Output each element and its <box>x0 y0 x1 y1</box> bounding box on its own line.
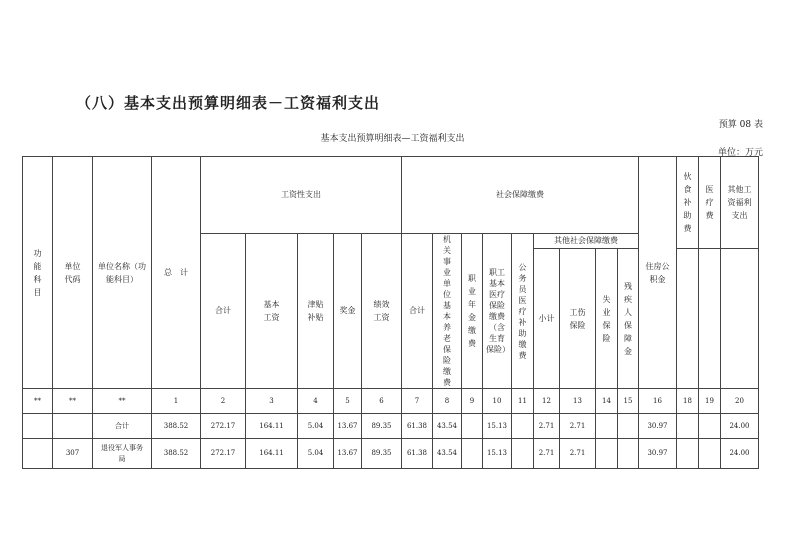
header-total: 总 计 <box>152 157 201 389</box>
header-other-social-group: 其他社会保障缴费 <box>534 234 639 249</box>
table-cell: 30.97 <box>639 414 677 439</box>
table-cell: 合计 <box>93 414 152 439</box>
table-cell: 164.11 <box>246 439 298 469</box>
table-cell: 30.97 <box>639 439 677 469</box>
index-cell: 12 <box>534 389 560 414</box>
table-cell: 43.54 <box>433 439 462 469</box>
table-cell <box>462 414 483 439</box>
header-func-subject: 功能科目 <box>23 157 53 389</box>
table-cell: 15.13 <box>483 414 512 439</box>
index-cell: 10 <box>483 389 512 414</box>
header-basic-wage: 基本工资 <box>246 234 298 389</box>
header-bonus: 奖金 <box>334 234 362 389</box>
table-cell <box>677 414 699 439</box>
table-cell: 退役军人事务局 <box>93 439 152 469</box>
header-housing-fund: 住房公积金 <box>639 157 677 389</box>
index-cell: 11 <box>512 389 534 414</box>
index-cell: 18 <box>677 389 699 414</box>
table-cell: 388.52 <box>152 439 201 469</box>
index-cell: 2 <box>201 389 246 414</box>
table-cell: 89.35 <box>362 414 402 439</box>
table-cell: 13.67 <box>334 439 362 469</box>
table-cell: 2.71 <box>534 439 560 469</box>
table-cell: 43.54 <box>433 414 462 439</box>
table-cell: 61.38 <box>402 439 433 469</box>
table-row-total <box>23 414 759 439</box>
header-medical: 职工基本医疗保险缴费（含生育保险） <box>483 234 512 389</box>
header-other-welfare: 其他工资福利支出 <box>721 157 759 249</box>
index-cell: ** <box>93 389 152 414</box>
table-cell <box>596 414 618 439</box>
table-cell: 61.38 <box>402 414 433 439</box>
unit-label: 单位：万元 <box>717 148 763 158</box>
index-cell: 7 <box>402 389 433 414</box>
header-blank <box>699 249 721 389</box>
header-wage-group: 工资性支出 <box>201 157 402 234</box>
table-row-unit <box>23 439 759 469</box>
header-pension: 机关事业单位基本养老保险缴费 <box>433 234 462 389</box>
table-cell <box>462 439 483 469</box>
salary-welfare-table <box>22 156 759 469</box>
table-cell <box>596 439 618 469</box>
index-cell: 19 <box>699 389 721 414</box>
header-annuity: 职业年金缴费 <box>462 234 483 389</box>
table-cell: 5.04 <box>298 414 334 439</box>
table-cell: 388.52 <box>152 414 201 439</box>
header-unemployment: 失业保险 <box>596 249 618 389</box>
header-social-total: 合计 <box>402 234 433 389</box>
index-cell: 1 <box>152 389 201 414</box>
page-heading: （八）基本支出预算明细表－工资福利支出 <box>76 94 381 112</box>
header-civil-medical: 公务员医疗补助缴费 <box>512 234 534 389</box>
table-cell <box>512 414 534 439</box>
header-disability: 残疾人保障金 <box>618 249 639 389</box>
table-cell: 2.71 <box>560 414 596 439</box>
table-cell <box>23 439 53 469</box>
table-cell: 2.71 <box>534 414 560 439</box>
index-cell: ** <box>53 389 93 414</box>
index-cell: 14 <box>596 389 618 414</box>
header-other-subtotal: 小计 <box>534 249 560 389</box>
index-cell: ** <box>23 389 53 414</box>
table-cell: 24.00 <box>721 439 759 469</box>
table-cell <box>618 414 639 439</box>
table-cell <box>512 439 534 469</box>
index-cell: 16 <box>639 389 677 414</box>
index-cell: 15 <box>618 389 639 414</box>
table-cell <box>53 414 93 439</box>
table-cell: 89.35 <box>362 439 402 469</box>
table-cell: 13.67 <box>334 414 362 439</box>
table-cell <box>618 439 639 469</box>
table-cell: 307 <box>53 439 93 469</box>
table-cell <box>677 439 699 469</box>
header-work-injury: 工伤保险 <box>560 249 596 389</box>
index-cell: 20 <box>721 389 759 414</box>
header-wage-total: 合计 <box>201 234 246 389</box>
header-medical-fee: 医疗费 <box>699 157 721 249</box>
table-cell <box>699 439 721 469</box>
table-cell: 15.13 <box>483 439 512 469</box>
index-cell: 3 <box>246 389 298 414</box>
table-cell: 2.71 <box>560 439 596 469</box>
budget-table-number: 预算 08 表 <box>718 120 763 130</box>
header-social-group: 社会保障缴费 <box>402 157 639 234</box>
index-row <box>23 389 759 414</box>
index-cell: 8 <box>433 389 462 414</box>
table-subtitle: 基本支出预算明细表—工资福利支出 <box>320 134 465 144</box>
table-cell: 5.04 <box>298 439 334 469</box>
header-meal-subsidy: 伙食补助费 <box>677 157 699 249</box>
header-unit-code: 单位代码 <box>53 157 93 389</box>
table-cell: 272.17 <box>201 414 246 439</box>
header-unit-name: 单位名称（功能科目） <box>93 157 152 389</box>
index-cell: 13 <box>560 389 596 414</box>
table-cell <box>23 414 53 439</box>
index-cell: 5 <box>334 389 362 414</box>
table-cell: 164.11 <box>246 414 298 439</box>
table-cell: 272.17 <box>201 439 246 469</box>
index-cell: 4 <box>298 389 334 414</box>
index-cell: 6 <box>362 389 402 414</box>
header-blank <box>677 249 699 389</box>
header-performance-wage: 绩效工资 <box>362 234 402 389</box>
header-blank <box>721 249 759 389</box>
index-cell: 9 <box>462 389 483 414</box>
table-cell: 24.00 <box>721 414 759 439</box>
header-allowance: 津贴补贴 <box>298 234 334 389</box>
table-cell <box>699 414 721 439</box>
